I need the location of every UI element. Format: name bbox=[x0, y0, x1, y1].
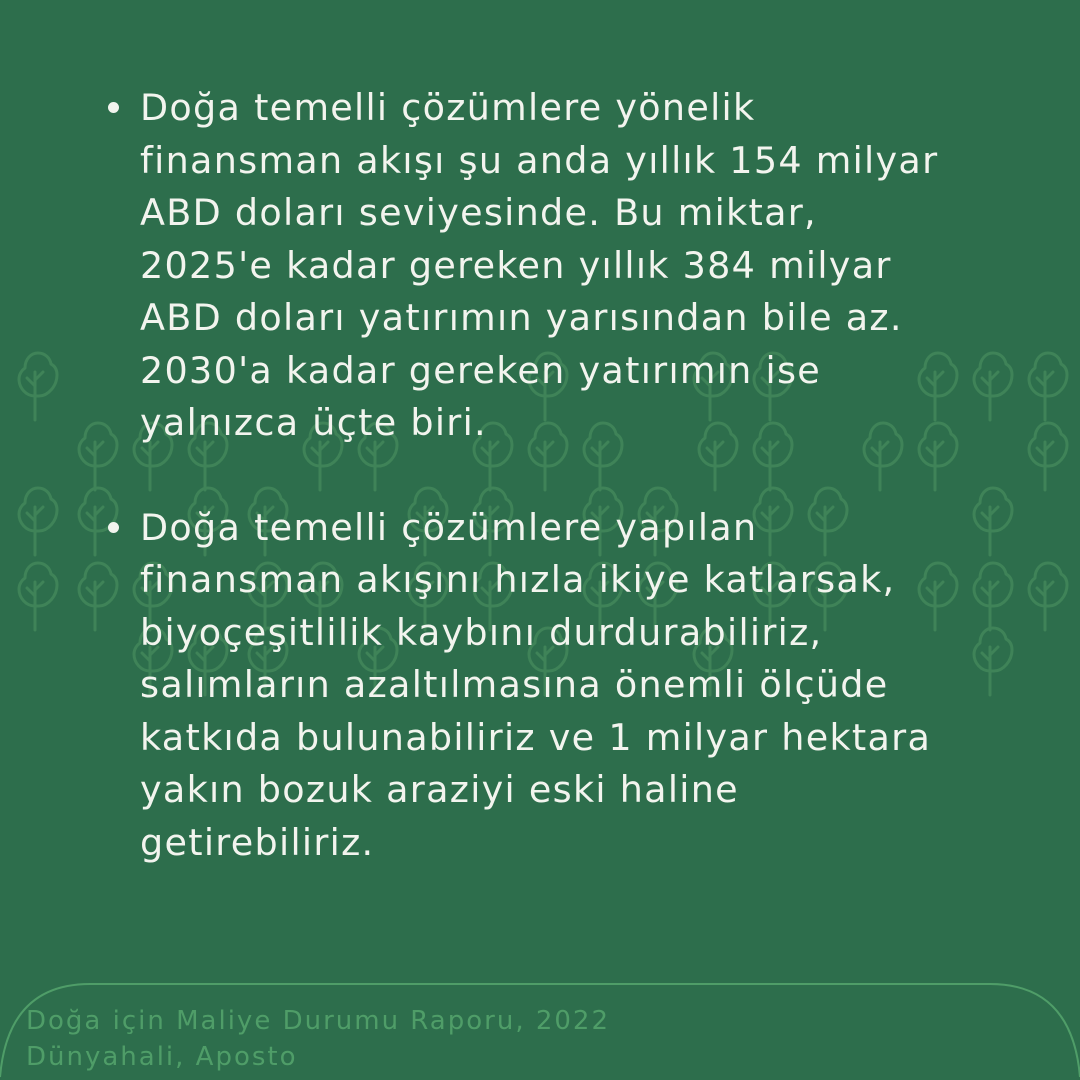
bullet-text-line: ABD doları seviyesinde. Bu miktar, bbox=[140, 191, 817, 234]
bullet-text-line: 2030'a kadar gereken yatırımın ise bbox=[140, 348, 822, 392]
bullet-text-line: Doğa temelli çözümlere yönelik bbox=[140, 86, 756, 129]
source-citation bbox=[26, 1003, 610, 1075]
bullet-text-line: yakın bozuk araziyi eski haline bbox=[140, 768, 739, 811]
tree-icon bbox=[19, 563, 57, 630]
source-authors: Dünyahali, Aposto bbox=[26, 1042, 298, 1072]
bullet-text-line: salımların azaltılmasına önemli ölçüde bbox=[140, 663, 889, 706]
bullet-text-line: finansman akışı şu anda yıllık 154 milyar bbox=[140, 138, 939, 182]
bullet-text-line: getirebiliriz. bbox=[140, 820, 375, 864]
tree-icon bbox=[1029, 423, 1067, 490]
bullet-item bbox=[100, 502, 1030, 870]
bullet-text-line: 2025'e kadar gereken yıllık 384 milyar bbox=[140, 243, 892, 287]
tree-icon bbox=[1029, 353, 1067, 420]
bullet-item bbox=[100, 82, 1030, 450]
bullet-text-line: katkıda bulunabiliriz ve 1 milyar hektara bbox=[140, 715, 932, 759]
bullet-text-line: yalnızca üçte biri. bbox=[140, 401, 487, 444]
tree-icon bbox=[19, 488, 57, 555]
tree-icon bbox=[1029, 563, 1067, 630]
bullet-dot-icon bbox=[108, 522, 119, 533]
bullet-text-line: finansman akışını hızla ikiye katlarsak, bbox=[140, 558, 896, 601]
bullet-text-line: biyoçeşitlilik kaybını durdurabiliriz, bbox=[140, 610, 823, 654]
bullet-list bbox=[100, 82, 1030, 869]
bullet-dot-icon bbox=[108, 102, 119, 113]
source-report-title: Doğa için Maliye Durumu Raporu, 2022 bbox=[26, 1006, 611, 1036]
bullet-text-line: ABD doları yatırımın yarısından bile az. bbox=[140, 296, 903, 339]
bullet-text-line: Doğa temelli çözümlere yapılan bbox=[140, 505, 758, 549]
tree-icon bbox=[19, 353, 57, 420]
